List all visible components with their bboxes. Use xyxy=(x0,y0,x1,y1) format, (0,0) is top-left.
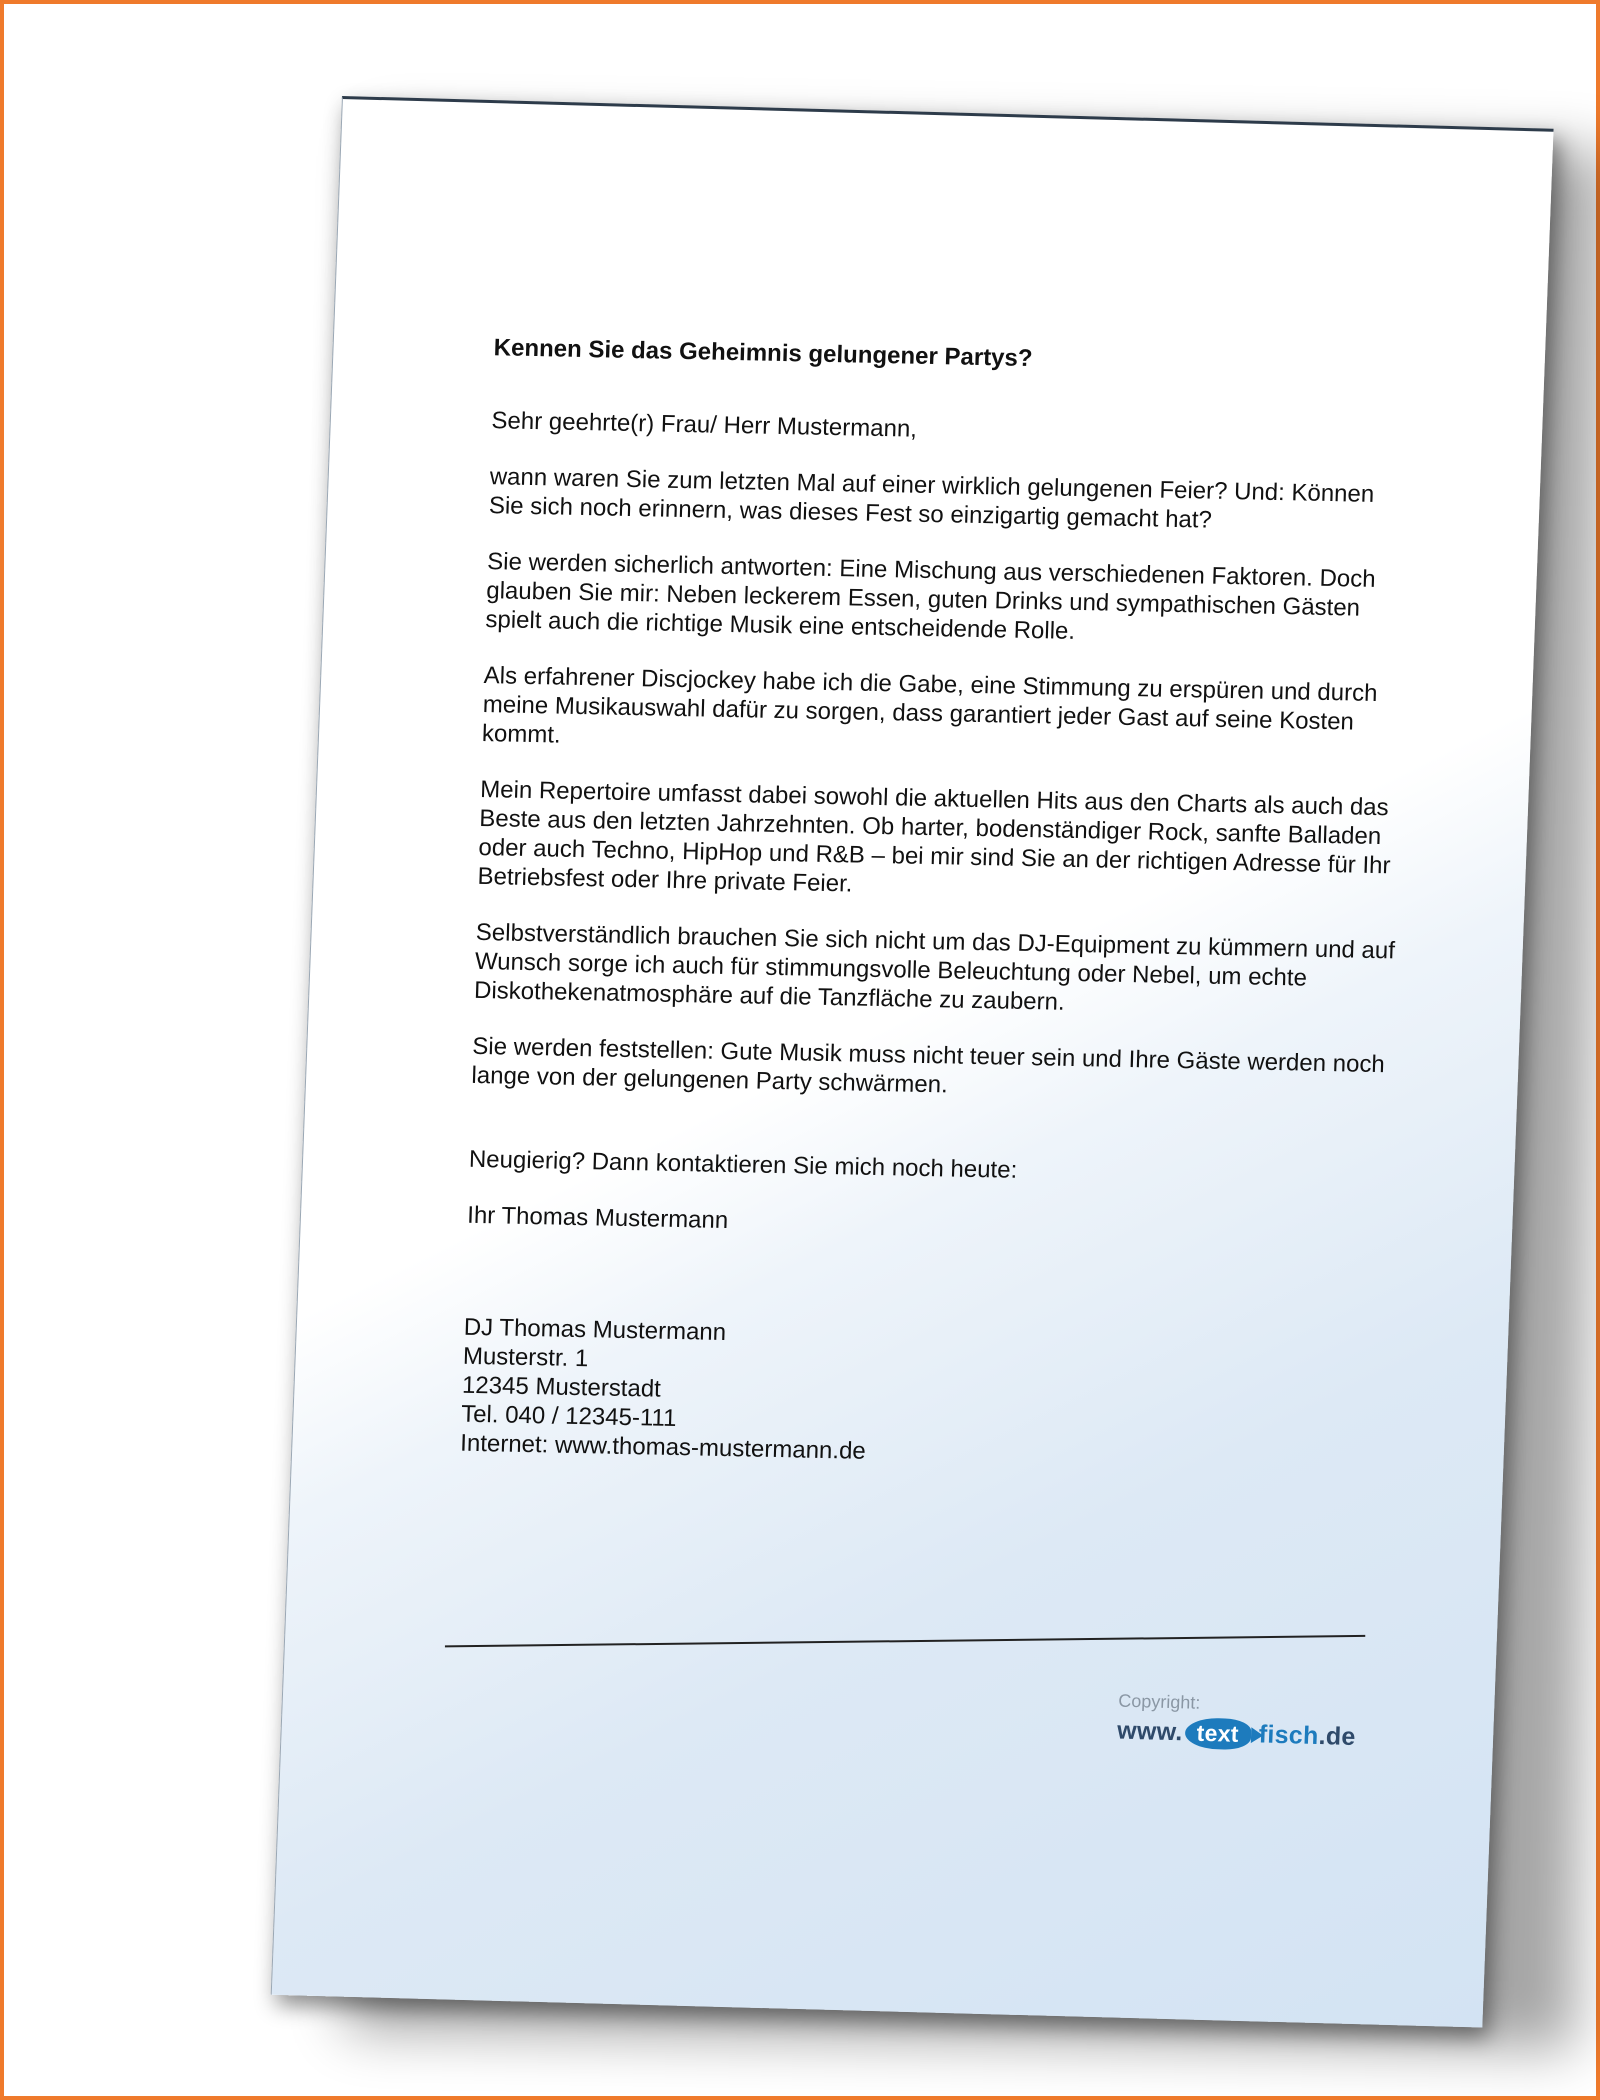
fish-icon xyxy=(1184,1717,1251,1750)
logo-prefix: www. xyxy=(1116,1716,1184,1747)
copyright-block xyxy=(1117,1691,1359,1753)
letter-subject: Kennen Sie das Geheimnis gelungener Partys? xyxy=(493,334,1033,373)
logo-text: text xyxy=(1196,1719,1240,1747)
footer-divider xyxy=(445,1635,1365,1647)
paragraph: Sie werden sicherlich antworten: Eine Mischung aus verschiedenen Faktoren. Doch glauben Sie mir: Neben leckerem Essen, guten Drinks und sympathischen Gästen spielt auch die richtige Musik eine entscheidende Rolle. xyxy=(485,548,1376,645)
paragraph: Sie werden feststellen: Gute Musik muss nicht teuer sein und Ihre Gäste werden noch lange von der gelungenen Party schwärmen. xyxy=(471,1032,1386,1099)
address-internet: Internet: www.thomas-mustermann.de xyxy=(459,1429,867,1465)
letter-body xyxy=(459,333,1414,1503)
salutation: Sehr geehrte(r) Frau/ Herr Mustermann, xyxy=(491,407,918,443)
logo-suffix: .de xyxy=(1318,1722,1357,1752)
textfisch-logo xyxy=(1117,1716,1358,1753)
document-page xyxy=(271,96,1554,2028)
call-to-action: Neugierig? Dann kontaktieren Sie mich noch heute: xyxy=(468,1145,1018,1184)
closing: Ihr Thomas Mustermann xyxy=(466,1201,729,1235)
address-city: 12345 Musterstadt xyxy=(461,1371,662,1403)
paragraph: Selbstverständlich brauchen Sie sich nicht um das DJ-Equipment zu kümmern und auf Wunsch sorge ich auch für stimmungsvolle Beleuchtung oder Nebel, um echte Diskothekenatmosphäre auf die Tanzfläche zu zaubern. xyxy=(473,918,1396,1016)
address-street: Musterstr. 1 xyxy=(462,1342,589,1373)
address-block xyxy=(460,1313,1384,1476)
paragraph: Mein Repertoire umfasst dabei sowohl die aktuellen Hits aus den Charts als auch das Beste aus den letzten Jahrzehnten. Ob harter, bodenständiger Rock, sanfte Balladen oder auch Techno, HipHop und R&B – bei mir sind Sie an der richtigen Adresse für Ihr Betriebsfest oder Ihre private Feier. xyxy=(477,775,1391,898)
copyright-label: Copyright: xyxy=(1117,1690,1201,1713)
logo-fisch: fisch xyxy=(1258,1720,1320,1751)
paragraph: wann waren Sie zum letzten Mal auf einer wirklich gelungenen Feier? Und: Können Sie sich noch erinnern, was dieses Fest so einzigartig gemacht hat? xyxy=(488,463,1375,534)
paragraph: Als erfahrener Discjockey habe ich die Gabe, eine Stimmung zu erspüren und durch meine Musikauswahl dafür zu sorgen, dass garantiert jeder Gast auf seine Kosten kommt. xyxy=(481,662,1378,749)
address-name: DJ Thomas Mustermann xyxy=(463,1313,727,1346)
address-phone: Tel. 040 / 12345-111 xyxy=(460,1400,677,1432)
